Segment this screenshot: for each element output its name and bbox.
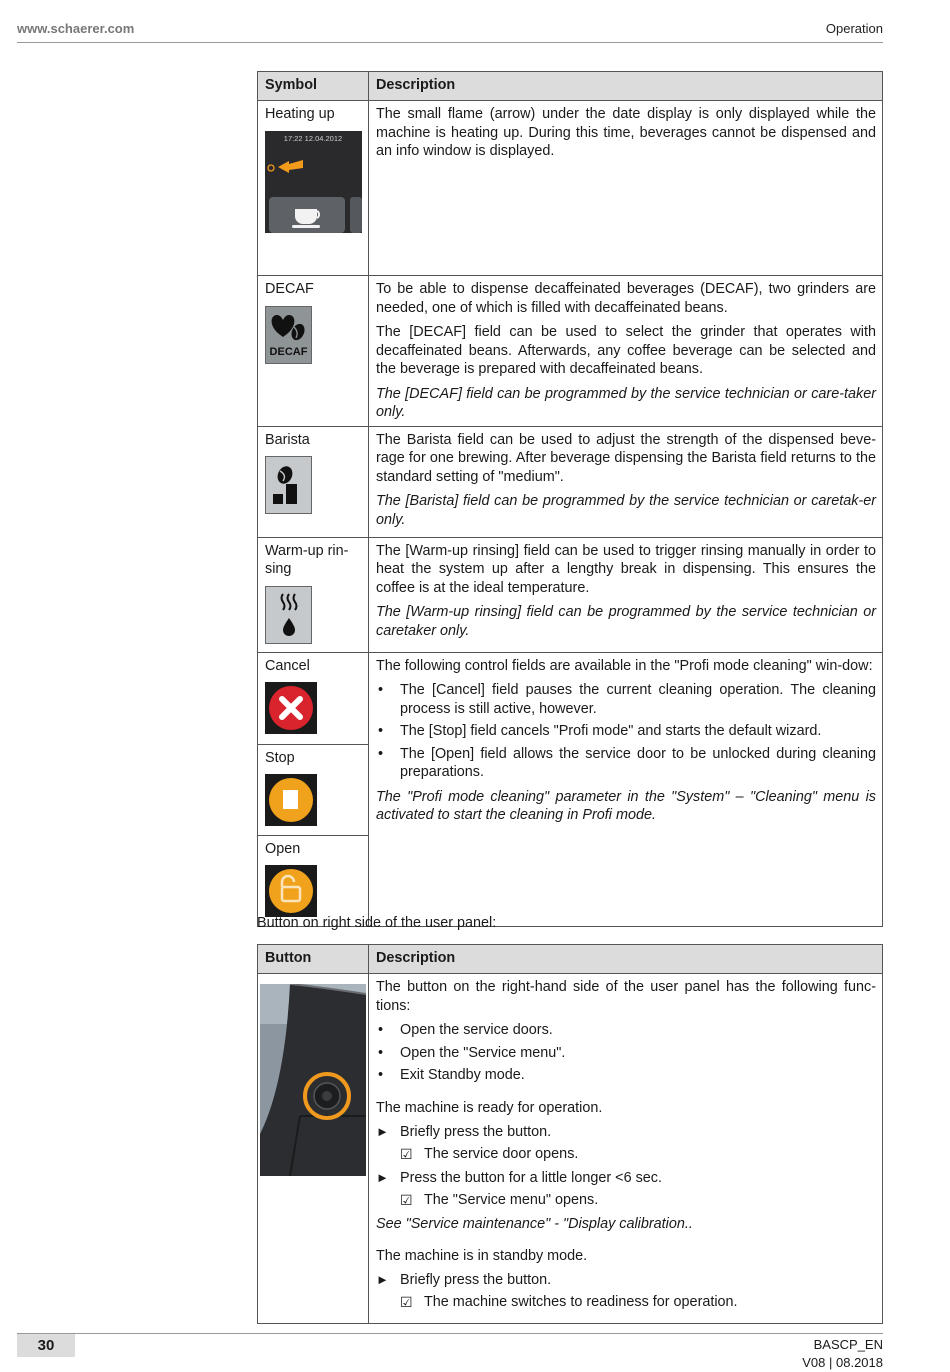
step-arrow-icon: ►: [376, 1124, 389, 1139]
cancel-symbol-cell: [258, 653, 368, 745]
instruction-step: ► Briefly press the button.: [376, 1124, 552, 1140]
list-item: • Open the service doors.: [376, 1021, 876, 1040]
header-rule: [17, 42, 883, 43]
checkbox-result-icon: ☑: [400, 1293, 413, 1310]
symbol-table: [257, 71, 883, 927]
document-version: V08 | 08.2018: [802, 1355, 883, 1370]
row-description: To be able to dispense decaffeinated beverages (DECAF), two grinders are needed, one of which is filled with decaffeinated beans.: [376, 281, 876, 316]
instruction-result: ☑ The machine switches to readiness for operation.: [400, 1293, 738, 1310]
checkbox-result-icon: ☑: [400, 1145, 413, 1162]
symbol-label: Cancel: [265, 657, 310, 674]
row-description: The [Warm-up rinsing] field can be used to trigger rinsing manually in order to heat the system up after a lengthy break in dispensing. This ensures the coffee is at the ideal temperature.: [376, 542, 876, 596]
table-row: [258, 974, 883, 1324]
description-col-header: Description: [369, 945, 883, 974]
header-section: Operation: [825, 21, 883, 36]
footer-rule: [17, 1333, 883, 1334]
button-table: [257, 944, 883, 1324]
instruction-step: ► Briefly press the button.: [376, 1272, 552, 1288]
stop-icon: [265, 774, 317, 826]
list-item: • The [Stop] field cancels "Profi mode" and starts the default wizard.: [376, 722, 876, 741]
header-website: www.schaerer.com: [17, 21, 135, 36]
button-intro: The button on the right-hand side of the user panel has the following func-tions:: [376, 979, 876, 1014]
instruction-step: ► Press the button for a little longer <6 sec.: [376, 1170, 662, 1186]
row-description: The Barista field can be used to adjust the strength of the dispensed beve-rage for one brewing. After beverage dispensing the Barista field returns to the standard setting of "medium".: [376, 431, 876, 485]
group-note: The "Profi mode cleaning" parameter in the "System" – "Cleaning" menu is activated to start the cleaning in Profi mode.: [376, 788, 876, 823]
table-row: [258, 652, 883, 926]
row-description: The small flame (arrow) under the date display is only displayed while the machine is heating up. During this time, beverages cannot be dispensed and an info window is displayed.: [376, 106, 876, 159]
control-field-list: [376, 681, 876, 782]
step-arrow-icon: ►: [376, 1272, 389, 1287]
button-col-header: Button: [258, 945, 369, 974]
table-row: [258, 426, 883, 537]
list-item: • Exit Standby mode.: [376, 1066, 876, 1085]
decaf-icon: [265, 306, 312, 364]
symbol-label: Open: [265, 840, 301, 857]
stop-symbol-cell: [258, 745, 368, 836]
section-caption: Button on right side of the user panel:: [257, 915, 497, 931]
symbol-label: Warm-up rin-sing: [265, 542, 349, 577]
description-col-header: Description: [369, 72, 883, 101]
step-arrow-icon: ►: [376, 1170, 389, 1185]
checkbox-result-icon: ☑: [400, 1191, 413, 1208]
row-note: The [Warm-up rinsing] field can be programmed by the service technician or caretaker only.: [376, 604, 876, 639]
list-item: • The [Open] field allows the service door to be unlocked during cleaning preparations.: [376, 745, 876, 782]
instruction-result: ☑ The "Service menu" opens.: [400, 1191, 599, 1208]
list-item: • The [Cancel] field pauses the current cleaning operation. The cleaning process is still active, however.: [376, 681, 876, 718]
document-code: BASCP_EN: [813, 1337, 883, 1352]
page-number: 30: [17, 1334, 75, 1357]
symbol-label: DECAF: [265, 281, 314, 297]
open-symbol-cell: [258, 836, 368, 918]
row-note: The [DECAF] field can be programmed by the service technician or care-taker only.: [376, 385, 876, 420]
side-button-photo: [260, 984, 366, 1176]
screen-datetime: 17:22 12.04.2012: [283, 133, 343, 143]
heating-screen-icon: [265, 131, 362, 233]
cross-reference: See "Service maintenance" - "Display calibration..: [376, 1216, 693, 1232]
open-lock-icon: [265, 865, 317, 917]
ready-condition: The machine is ready for operation.: [376, 1099, 603, 1116]
warm-up-rinsing-icon: [265, 586, 312, 644]
button-function-list: [376, 1021, 876, 1085]
standby-condition: The machine is in standby mode.: [376, 1247, 588, 1264]
symbol-label: Barista: [265, 431, 310, 448]
list-item: • Open the "Service menu".: [376, 1044, 876, 1063]
symbol-label: Heating up: [265, 106, 335, 122]
table-row: [258, 276, 883, 427]
instruction-result: ☑ The service door opens.: [400, 1145, 579, 1162]
row-description: The [DECAF] field can be used to select the grinder that operates with decaffeinated beans. Afterwards, any coffee beverage can be selected and the beverage is prepared with decaffeinated beans.: [376, 324, 876, 377]
table-row: [258, 101, 883, 276]
symbol-col-header: Symbol: [258, 72, 369, 101]
symbol-label: Stop: [265, 749, 295, 766]
cancel-icon: [265, 682, 317, 734]
row-note: The [Barista] field can be programmed by the service technician or caretak-er only.: [376, 493, 876, 528]
table-row: [258, 537, 883, 652]
group-intro: The following control fields are available in the "Profi mode cleaning" win-dow:: [376, 657, 873, 674]
barista-icon: [265, 456, 312, 514]
svg-text:DECAF: DECAF: [269, 345, 308, 358]
